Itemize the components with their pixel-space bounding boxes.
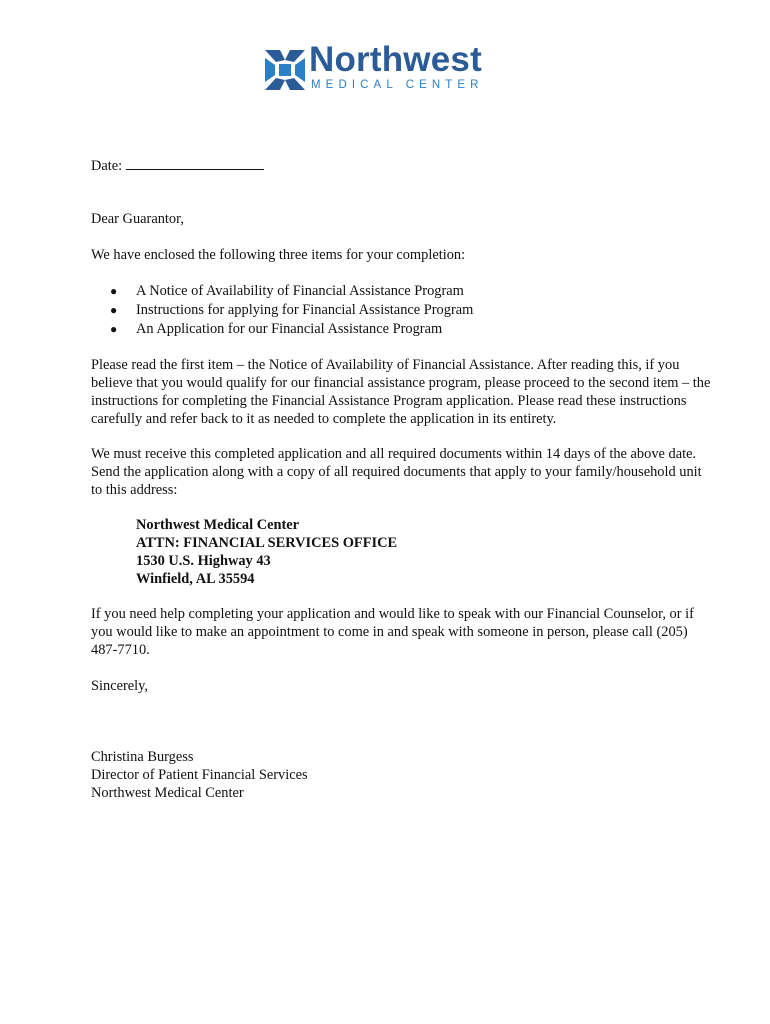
logo-subtitle: MEDICAL CENTER — [311, 79, 484, 91]
address-line-street: 1530 U.S. Highway 43 — [136, 553, 271, 569]
enclosed-items-list — [110, 282, 473, 339]
list-item — [110, 320, 473, 339]
signature-block — [91, 748, 308, 802]
intro-paragraph: We have enclosed the following three items for your completion: — [91, 247, 466, 263]
address-line-city: Winfield, AL 35594 — [136, 571, 255, 587]
closing: Sincerely, — [91, 678, 149, 694]
mailing-address — [136, 516, 397, 588]
bullet-icon: ● — [110, 303, 118, 317]
deadline-paragraph: We must receive this completed application and all required documents within 14 days of the above date. Send the application along with a copy of all required documents that apply to your family/household unit to this address: — [91, 446, 702, 498]
list-item — [110, 282, 473, 301]
date-label: Date: — [91, 158, 123, 174]
northwest-logo — [263, 40, 503, 96]
contact-paragraph: If you need help completing your application and would like to speak with our Financial Counselor, or if you would like to make an appointment to come in and speak with someone in person, please call (205) 487-7710. — [91, 606, 694, 658]
date-line — [91, 156, 721, 175]
address-line-attention: ATTN: FINANCIAL SERVICES OFFICE — [136, 535, 398, 551]
bullet-icon: ● — [110, 284, 118, 298]
medical-cross-icon — [263, 48, 307, 92]
date-blank-field — [126, 156, 264, 170]
signer-name: Christina Burgess — [91, 749, 194, 765]
list-item — [110, 301, 473, 320]
signer-organization: Northwest Medical Center — [91, 785, 244, 801]
salutation: Dear Guarantor, — [91, 211, 184, 227]
list-item-text: Instructions for applying for Financial Assistance Program — [136, 302, 474, 318]
signer-title: Director of Patient Financial Services — [91, 767, 308, 783]
bullet-icon: ● — [110, 322, 118, 336]
logo-wordmark: Northwest — [309, 40, 482, 79]
list-item-text: An Application for our Financial Assistance Program — [136, 321, 443, 337]
instructions-paragraph: Please read the first item – the Notice of Availability of Financial Assistance. After reading this, if you believe that you would qualify for our financial assistance program, please proceed to the second item – the instructions for completing the Financial Assistance Program application. Please read these instructions carefully and refer back to it as needed to complete the application in its entirety. — [91, 357, 711, 427]
address-line-organization: Northwest Medical Center — [136, 517, 300, 533]
list-item-text: A Notice of Availability of Financial Assistance Program — [136, 283, 464, 299]
